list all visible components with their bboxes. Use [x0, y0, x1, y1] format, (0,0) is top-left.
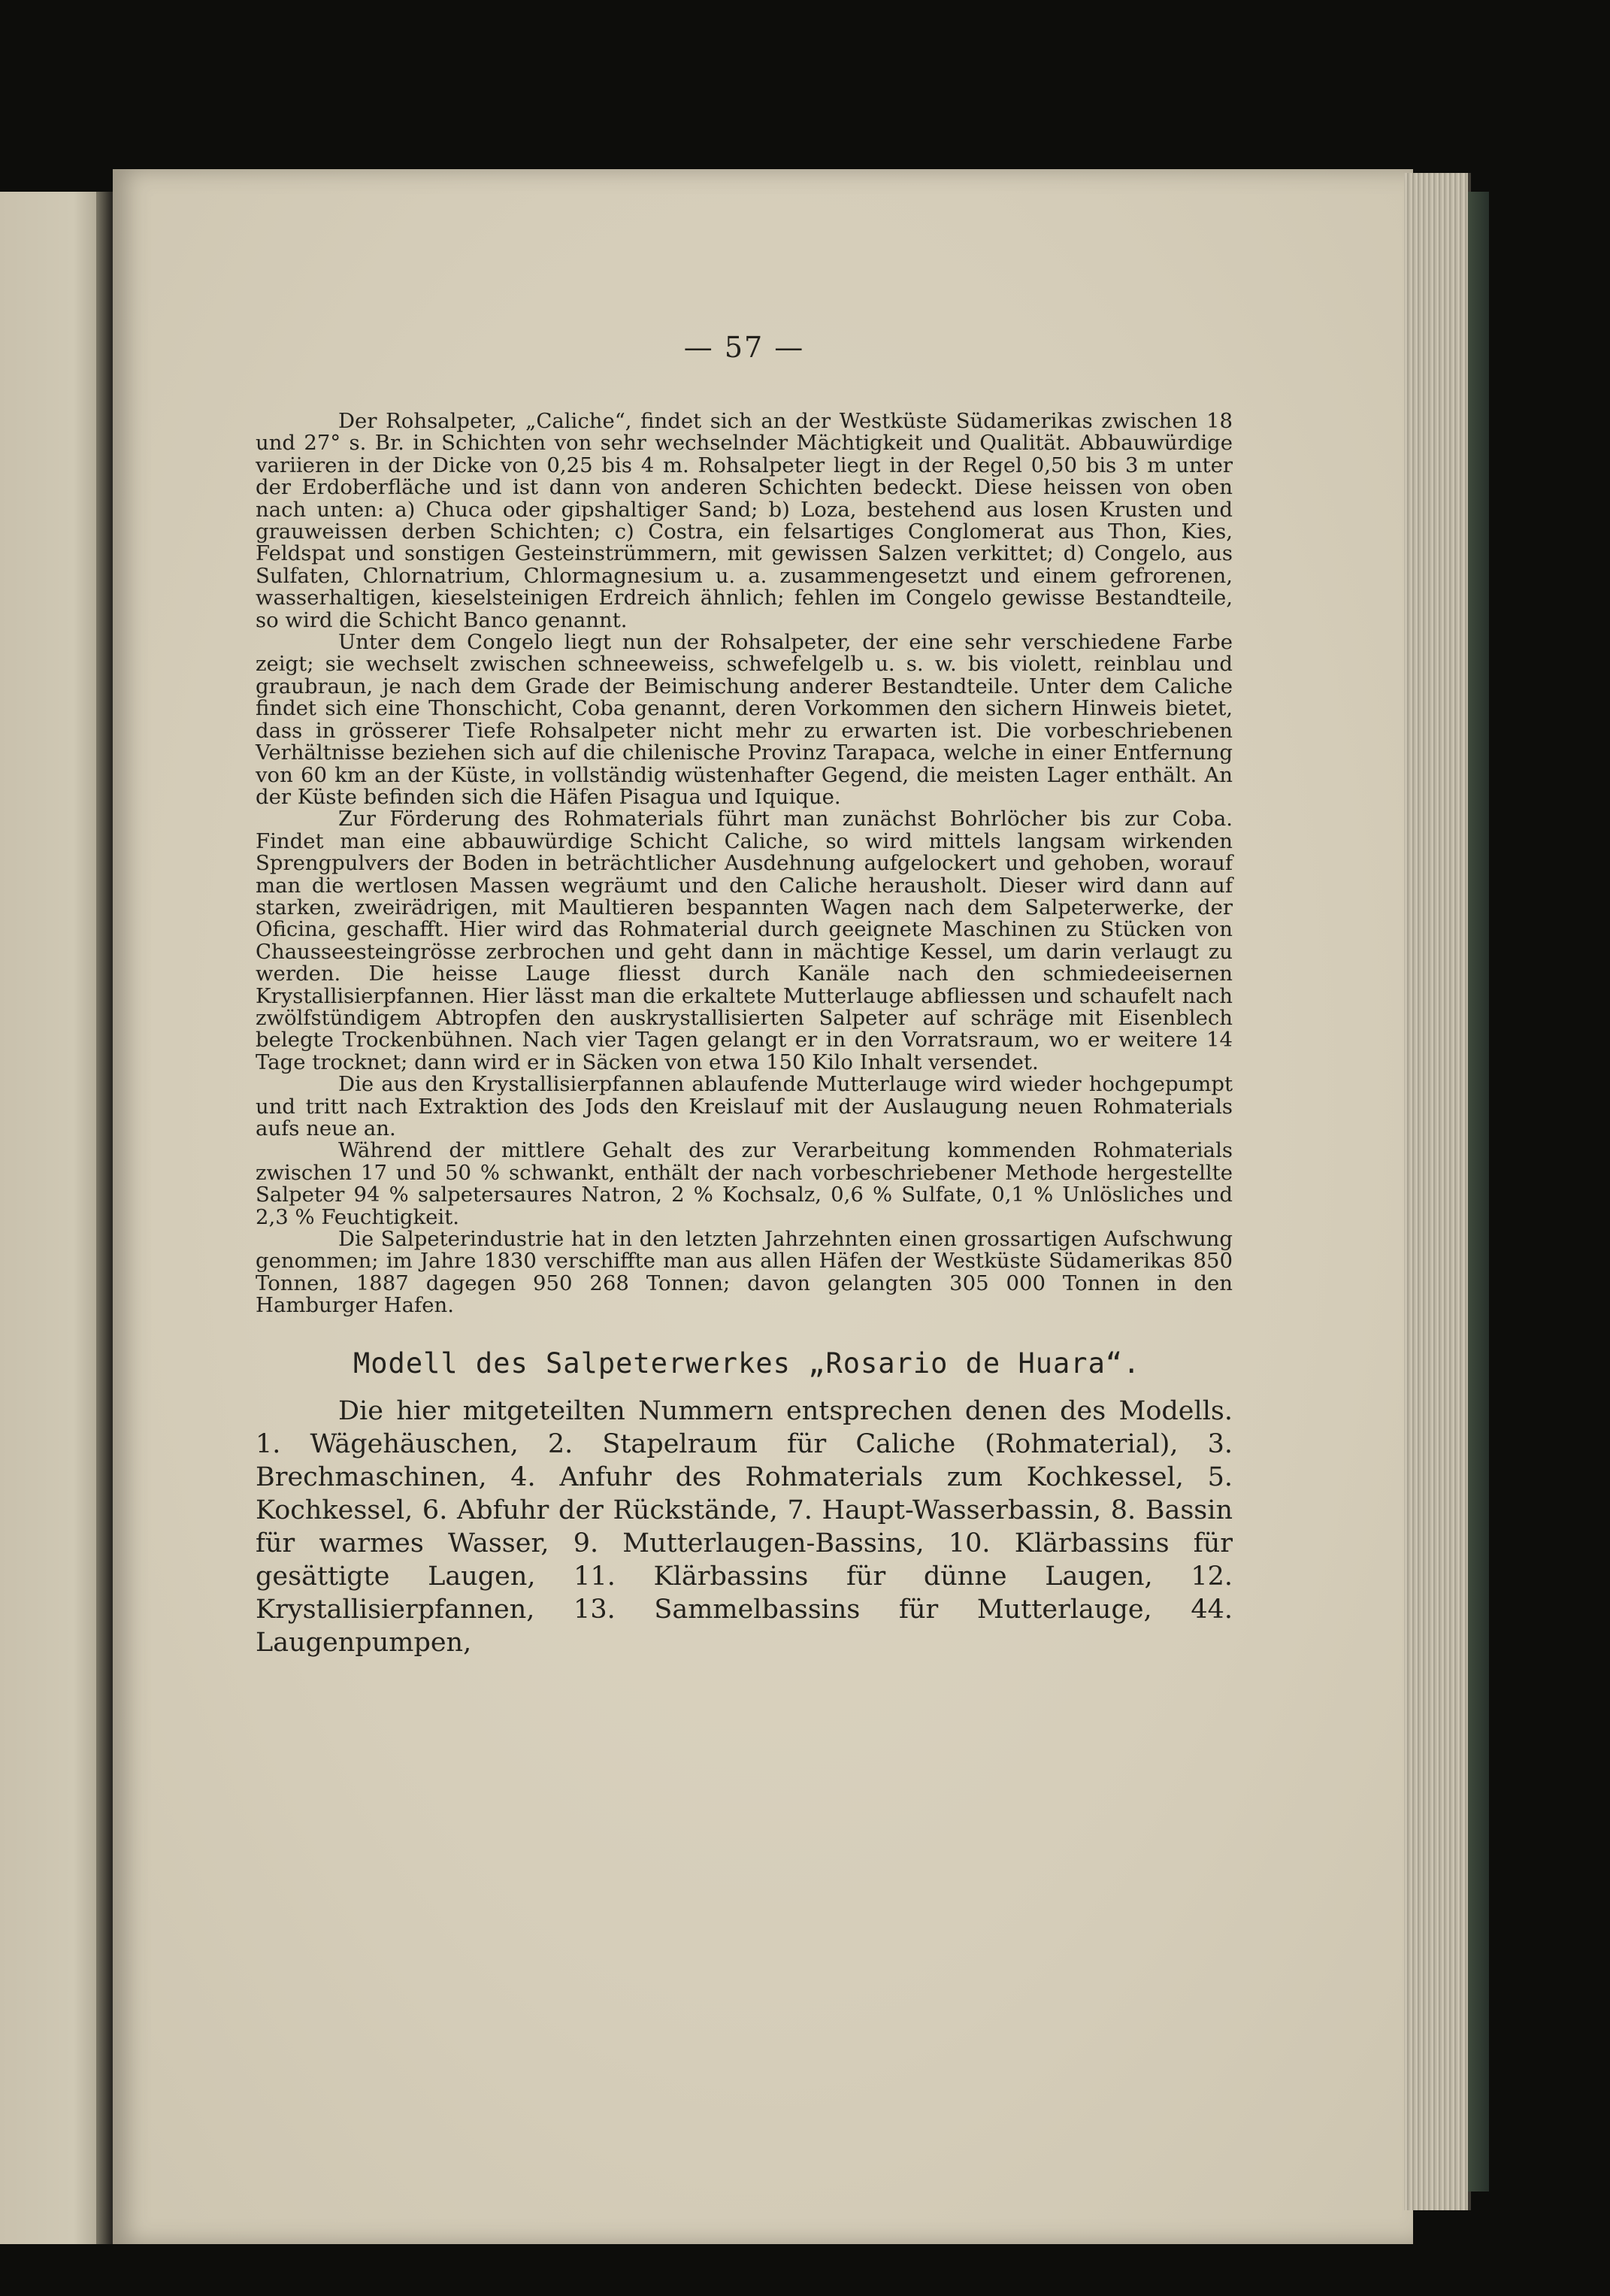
- paragraph-mutterlauge: Die aus den Krystallisierpfannen ablaufende Mutterlauge wird wieder hochgepumpt und tritt nach Extraktion des Jods den Kreislauf mit der Auslaugung neuen Rohmaterials aufs neue an.: [256, 1072, 1233, 1140]
- paragraph-caliche-layers: Der Rohsalpeter, „Caliche“, findet sich an der Westküste Südamerikas zwischen 18 und 27° s. Br. in Schichten von sehr wechselnder Mächtigkeit und Qualität. Abbauwürdige variieren in der Dicke von 0,25 bis 4 m. Rohsalpeter liegt in der Regel 0,50 bis 3 m unter der Erdoberfläche und ist dann von anderen Schichten bedeckt. Diese heissen von oben nach unten: a) Chuca oder gipshaltiger Sand; b) Loza, bestehend aus losen Krusten und grauweissen derben Schichten; c) Costra, ein felsartiges Conglomerat aus Thon, Kies, Feldspat und sonstigen Gesteinstrümmern, mit gewissen Salzen verkittet; d) Congelo, aus Sulfaten, Chlornatrium, Chlormagnesium u. a. zusammengesetzt und einem gefrorenen, wasserhaltigen, kieselsteinigen Erdreich ähnlich; fehlen im Congelo gewisse Bestandteile, so wird die Schicht Banco genannt.: [256, 409, 1233, 632]
- paragraph-foerderung: Zur Förderung des Rohmaterials führt man zunächst Bohrlöcher bis zur Coba. Findet man eine abbauwürdige Schicht Caliche, so wird mittels langsam wirkenden Sprengpulvers der Boden in beträchtlicher Ausdehnung aufgelockert und gehoben, worauf man die wertlosen Massen wegräumt und den Caliche herausholt. Dieser wird dann auf starken, zweirädrigen, mit Maultieren bespannten Wagen nach dem Salpeterwerke, der Oficina, geschafft. Hier wird das Rohmaterial durch geeignete Maschinen zu Stücken von Chausseesteingrösse zerbrochen und geht dann in mächtige Kessel, um darin verlaugt zu werden. Die heisse Lauge fliesst durch Kanäle nach den schmiedeeisernen Krystallisierpfannen. Hier lässt man die erkaltete Mutterlauge abfliessen und schaufelt nach zwölfstündigem Abtropfen den auskrystallisierten Salpeter auf schräge mit Eisenblech belegte Trockenbühnen. Nach vier Tagen gelangt er in den Vorratsraum, wo er weitere 14 Tage trocknet; dann wird er in Säcken von etwa 150 Kilo Inhalt versendet.: [256, 807, 1233, 1074]
- paragraph-rohsalpeter-color: Unter dem Congelo liegt nun der Rohsalpeter, der eine sehr verschiedene Farbe zeigt; sie wechselt zwischen schneeweiss, schwefelgelb u. s. w. bis violett, reinblau und graubraun, je nach dem Grade der Beimischung anderer Bestandteile. Unter dem Caliche findet sich eine Thonschicht, Coba genannt, deren Vorkommen den sichern Hinweis bietet, dass in grösserer Tiefe Rohsalpeter nicht mehr zu erwarten ist. Die vorbeschriebenen Verhältnisse beziehen sich auf die chilenische Provinz Tarapaca, welche in einer Entfernung von 60 km an der Küste, in vollständig wüstenhafter Gegend, die meisten Lager enthält. An der Küste befinden sich die Häfen Pisagua und Iquique.: [256, 630, 1233, 809]
- facing-page-edge: [0, 192, 105, 2244]
- body-text: [256, 410, 1233, 1317]
- section-heading: Modell des Salpeterwerkes „Rosario de Huara“.: [353, 1346, 1141, 1380]
- page-text-block: [256, 331, 1233, 1659]
- page-number: — 57 —: [683, 331, 805, 364]
- book-cover-edge: [1468, 192, 1489, 2191]
- paragraph-gehalt: Während der mittlere Gehalt des zur Verarbeitung kommenden Rohmaterials zwischen 17 und 50 % schwankt, enthält der nach vorbeschriebener Methode hergestellte Salpeter 94 % salpetersaures Natron, 2 % Kochsalz, 0,6 % Sulfate, 0,1 % Unlösliches und 2,3 % Feuchtigkeit.: [256, 1138, 1233, 1229]
- page-edges: [1404, 173, 1471, 2210]
- paragraph-industrie: Die Salpeterindustrie hat in den letzten Jahrzehnten einen grossartigen Aufschwung genommen; im Jahre 1830 verschiffte man aus allen Häfen der Westküste Südamerikas 850 Tonnen, 1887 dagegen 950 268 Tonnen; davon gelangten 305 000 Tonnen in den Hamburger Hafen.: [256, 1227, 1233, 1318]
- paragraph-model-legend: Die hier mitgeteilten Nummern entsprechen denen des Modells. 1. Wägehäuschen, 2. Stapelraum für Caliche (Rohmaterial), 3. Brechmaschinen, 4. Anfuhr des Rohmaterials zum Kochkessel, 5. Kochkessel, 6. Abfuhr der Rückstände, 7. Haupt-Wasserbassin, 8. Bassin für warmes Wasser, 9. Mutterlaugen-Bassins, 10. Klärbassins für gesättigte Laugen, 11. Klärbassins für dünne Laugen, 12. Krystallisierpfannen, 13. Sammelbassins für Mutterlauge, 44. Laugenpumpen,: [256, 1395, 1233, 1658]
